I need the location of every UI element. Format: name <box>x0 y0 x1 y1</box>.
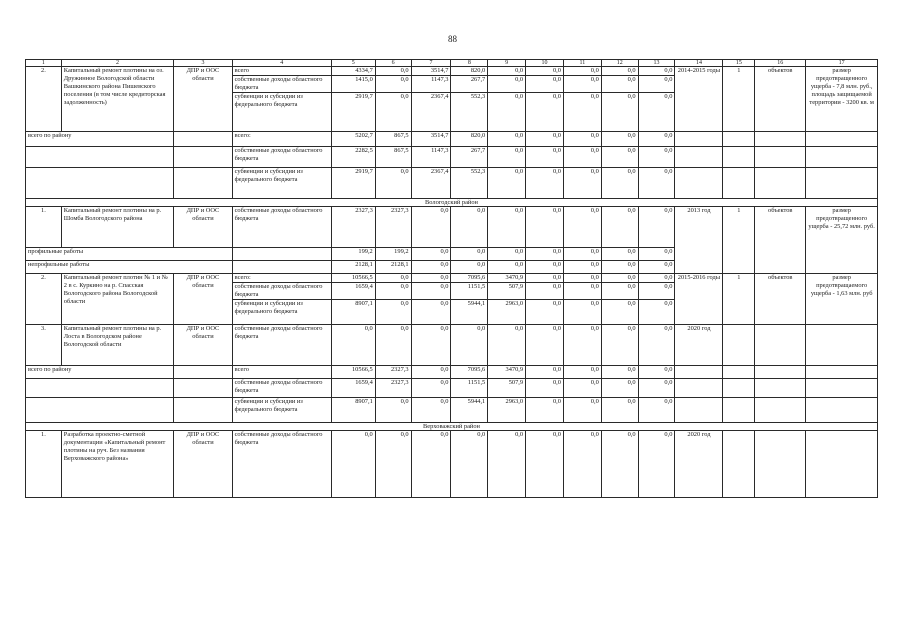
item-count: 1 <box>723 67 755 132</box>
value-cell: 0,0 <box>451 325 488 366</box>
value-cell: 4334,7 <box>331 67 375 76</box>
value-cell: 0,0 <box>601 300 638 325</box>
value-cell: 0,0 <box>601 325 638 366</box>
table-row <box>26 132 878 147</box>
value-cell: 267,7 <box>451 76 488 93</box>
value-cell: 0,0 <box>601 283 638 300</box>
value-cell: 0,0 <box>375 168 411 199</box>
item-name: Капитальный ремонт плотин № 1 и № 2 в с. Куркино на р. Спасская Вологодского района Вологодской области <box>61 274 174 325</box>
value-cell: 0,0 <box>411 207 451 248</box>
value-cell: 0,0 <box>638 248 675 261</box>
value-cell: 0,0 <box>411 431 451 498</box>
value-cell: 2919,7 <box>331 93 375 132</box>
item-count: 1 <box>723 207 755 274</box>
column-number: 8 <box>451 60 488 67</box>
value-cell: 0,0 <box>563 93 601 132</box>
table-row <box>26 398 878 423</box>
value-cell: 0,0 <box>601 132 638 147</box>
funding-source: собственные доходы областного бюджета <box>232 147 331 168</box>
value-cell: 0,0 <box>638 261 675 274</box>
value-cell: 0,0 <box>563 366 601 379</box>
value-cell: 0,0 <box>488 431 526 498</box>
value-cell: 0,0 <box>526 168 564 199</box>
item-agency: ДПР и ООС области <box>174 67 232 132</box>
funding-source: субвенции и субсидии из федерального бюджета <box>232 93 331 132</box>
value-cell: 0,0 <box>601 379 638 398</box>
value-cell: 0,0 <box>563 261 601 274</box>
column-number: 9 <box>488 60 526 67</box>
section-title-vologda: Вологодский район <box>26 199 878 207</box>
value-cell: 0,0 <box>526 261 564 274</box>
value-cell: 0,0 <box>411 261 451 274</box>
value-cell: 0,0 <box>488 168 526 199</box>
value-cell: 0,0 <box>411 379 451 398</box>
value-cell: 0,0 <box>563 379 601 398</box>
value-cell: 0,0 <box>638 132 675 147</box>
value-cell: 0,0 <box>526 67 564 76</box>
item-name: Капитальный ремонт плотины на оз. Дружинное Вологодской области Вашкинского района Пишевского поселения (в том числе кредиторская задолженность) <box>61 67 174 132</box>
item-count: 1 <box>723 274 755 325</box>
item-period: 2015-2016 годы <box>675 274 723 325</box>
item-unit: объектов <box>755 207 806 274</box>
value-cell: 8907,1 <box>331 398 375 423</box>
value-cell: 0,0 <box>331 431 375 498</box>
table-row <box>26 207 878 248</box>
value-cell: 3470,9 <box>488 274 526 283</box>
value-cell: 0,0 <box>488 261 526 274</box>
value-cell: 0,0 <box>638 274 675 283</box>
value-cell: 0,0 <box>488 207 526 248</box>
item-result: размер предотвращаемого ущерба - 1,63 млн. руб <box>806 274 878 325</box>
column-number: 2 <box>61 60 174 67</box>
value-cell: 552,3 <box>451 168 488 199</box>
value-cell: 0,0 <box>411 300 451 325</box>
value-cell: 199,2 <box>375 248 411 261</box>
value-cell: 2919,7 <box>331 168 375 199</box>
table-row <box>26 168 878 199</box>
section-title-verkhovazhye: Верховажский район <box>26 423 878 431</box>
value-cell: 0,0 <box>563 283 601 300</box>
value-cell: 0,0 <box>601 168 638 199</box>
value-cell: 2367,4 <box>411 168 451 199</box>
item-agency: ДПР и ООС области <box>174 325 232 366</box>
column-number: 10 <box>526 60 564 67</box>
value-cell: 0,0 <box>375 76 411 93</box>
value-cell: 7095,6 <box>451 366 488 379</box>
value-cell: 8907,1 <box>331 300 375 325</box>
value-cell: 0,0 <box>638 379 675 398</box>
funding-source: субвенции и субсидии из федерального бюджета <box>232 300 331 325</box>
value-cell: 5944,1 <box>451 398 488 423</box>
column-number: 14 <box>675 60 723 67</box>
section-row <box>26 199 878 207</box>
value-cell: 0,0 <box>563 132 601 147</box>
value-cell: 10566,5 <box>331 366 375 379</box>
value-cell: 10566,5 <box>331 274 375 283</box>
page-number: 88 <box>448 34 457 44</box>
value-cell: 0,0 <box>375 93 411 132</box>
value-cell: 1659,4 <box>331 283 375 300</box>
item-number: 3. <box>26 325 62 366</box>
value-cell: 0,0 <box>638 207 675 248</box>
value-cell: 0,0 <box>488 93 526 132</box>
item-unit: объектов <box>755 67 806 132</box>
value-cell: 0,0 <box>375 67 411 76</box>
value-cell: 2282,5 <box>331 147 375 168</box>
value-cell: 0,0 <box>563 147 601 168</box>
value-cell: 0,0 <box>526 93 564 132</box>
value-cell: 0,0 <box>638 300 675 325</box>
value-cell: 0,0 <box>601 147 638 168</box>
value-cell: 0,0 <box>488 132 526 147</box>
value-cell: 0,0 <box>375 283 411 300</box>
value-cell: 0,0 <box>563 207 601 248</box>
value-cell: 552,3 <box>451 93 488 132</box>
value-cell: 2128,1 <box>375 261 411 274</box>
column-number: 3 <box>174 60 232 67</box>
district-total-label: всего по району <box>26 132 174 147</box>
value-cell: 0,0 <box>451 207 488 248</box>
value-cell: 0,0 <box>451 431 488 498</box>
value-cell: 1151,5 <box>451 283 488 300</box>
value-cell: 0,0 <box>488 248 526 261</box>
item-number: 1. <box>26 207 62 248</box>
value-cell: 0,0 <box>526 76 564 93</box>
column-number-row <box>26 60 878 67</box>
value-cell: 0,0 <box>601 93 638 132</box>
value-cell: 1659,4 <box>331 379 375 398</box>
value-cell: 2327,3 <box>331 207 375 248</box>
table-row <box>26 431 878 498</box>
table-row <box>26 379 878 398</box>
value-cell: 0,0 <box>638 147 675 168</box>
value-cell: 0,0 <box>638 366 675 379</box>
value-cell: 0,0 <box>526 147 564 168</box>
value-cell: 0,0 <box>375 325 411 366</box>
table-row <box>26 147 878 168</box>
funding-source: собственные доходы областного бюджета <box>232 283 331 300</box>
column-number: 13 <box>638 60 675 67</box>
table-row <box>26 325 878 366</box>
section-row <box>26 423 878 431</box>
funding-source: собственные доходы областного бюджета <box>232 76 331 93</box>
value-cell: 267,7 <box>451 147 488 168</box>
funding-source: субвенции и субсидии из федерального бюджета <box>232 398 331 423</box>
value-cell: 0,0 <box>638 325 675 366</box>
value-cell: 0,0 <box>638 431 675 498</box>
value-cell: 820,0 <box>451 132 488 147</box>
value-cell: 0,0 <box>638 168 675 199</box>
item-number: 1. <box>26 431 62 498</box>
value-cell: 199,2 <box>331 248 375 261</box>
item-agency: ДПР и ООС области <box>174 431 232 498</box>
value-cell: 0,0 <box>601 248 638 261</box>
value-cell: 0,0 <box>601 207 638 248</box>
value-cell: 0,0 <box>411 398 451 423</box>
column-number: 1 <box>26 60 62 67</box>
item-result: размер предотвращенного ущерба - 7,8 млн. руб., площадь защищаемой территории - 3200 кв. м <box>806 67 878 132</box>
value-cell: 0,0 <box>563 300 601 325</box>
value-cell: 2327,3 <box>375 379 411 398</box>
item-number: 2. <box>26 274 62 325</box>
table-row <box>26 366 878 379</box>
value-cell: 2327,3 <box>375 207 411 248</box>
value-cell: 0,0 <box>488 76 526 93</box>
value-cell: 0,0 <box>601 398 638 423</box>
value-cell: 507,9 <box>488 379 526 398</box>
funding-source: всего: <box>232 274 331 283</box>
value-cell: 0,0 <box>563 398 601 423</box>
column-number: 17 <box>806 60 878 67</box>
value-cell: 0,0 <box>638 93 675 132</box>
value-cell: 0,0 <box>375 398 411 423</box>
item-name: Капитальный ремонт плотины на р. Шомба Вологодского района <box>61 207 174 248</box>
value-cell: 0,0 <box>526 283 564 300</box>
value-cell: 0,0 <box>601 366 638 379</box>
column-number: 15 <box>723 60 755 67</box>
value-cell: 0,0 <box>411 325 451 366</box>
item-unit: объектов <box>755 274 806 325</box>
value-cell: 0,0 <box>526 431 564 498</box>
district-total-label: всего по району <box>26 366 174 379</box>
value-cell: 0,0 <box>411 366 451 379</box>
value-cell: 3470,9 <box>488 366 526 379</box>
item-period: 2014-2015 годы <box>675 67 723 132</box>
subrow-label: непрофильные работы <box>26 261 233 274</box>
value-cell: 5202,7 <box>331 132 375 147</box>
value-cell: 0,0 <box>601 67 638 76</box>
value-cell: 0,0 <box>563 248 601 261</box>
funding-source: всего: <box>232 132 331 147</box>
funding-source: собственные доходы областного бюджета <box>232 431 331 498</box>
value-cell: 0,0 <box>451 261 488 274</box>
value-cell: 867,5 <box>375 147 411 168</box>
column-number: 5 <box>331 60 375 67</box>
subrow-label: профильные работы <box>26 248 233 261</box>
item-agency: ДПР и ООС области <box>174 274 232 325</box>
item-period: 2020 год <box>675 431 723 498</box>
funding-source: субвенции и субсидии из федерального бюджета <box>232 168 331 199</box>
value-cell: 0,0 <box>563 431 601 498</box>
value-cell: 5944,1 <box>451 300 488 325</box>
value-cell: 0,0 <box>375 431 411 498</box>
item-name: Капитальный ремонт плотины на р. Лоста в Вологодском районе Вологодской области <box>61 325 174 366</box>
value-cell: 2327,3 <box>375 366 411 379</box>
value-cell: 0,0 <box>638 398 675 423</box>
value-cell: 1151,5 <box>451 379 488 398</box>
value-cell: 0,0 <box>488 147 526 168</box>
funding-source: собственные доходы областного бюджета <box>232 325 331 366</box>
value-cell: 0,0 <box>411 274 451 283</box>
item-period: 2013 год <box>675 207 723 274</box>
value-cell: 0,0 <box>375 300 411 325</box>
value-cell: 0,0 <box>488 325 526 366</box>
column-number: 6 <box>375 60 411 67</box>
value-cell: 0,0 <box>331 325 375 366</box>
value-cell: 0,0 <box>638 283 675 300</box>
value-cell: 3514,7 <box>411 132 451 147</box>
value-cell: 0,0 <box>526 132 564 147</box>
value-cell: 0,0 <box>601 76 638 93</box>
column-number: 4 <box>232 60 331 67</box>
table-row <box>26 67 878 76</box>
value-cell: 0,0 <box>375 274 411 283</box>
value-cell: 0,0 <box>526 366 564 379</box>
value-cell: 0,0 <box>526 300 564 325</box>
item-number: 2. <box>26 67 62 132</box>
value-cell: 1147,3 <box>411 147 451 168</box>
value-cell: 0,0 <box>601 431 638 498</box>
value-cell: 0,0 <box>601 274 638 283</box>
value-cell: 0,0 <box>526 207 564 248</box>
value-cell: 0,0 <box>563 76 601 93</box>
value-cell: 0,0 <box>526 325 564 366</box>
value-cell: 0,0 <box>526 248 564 261</box>
value-cell: 507,9 <box>488 283 526 300</box>
funding-source: собственные доходы областного бюджета <box>232 207 331 248</box>
value-cell: 2367,4 <box>411 93 451 132</box>
funding-source: собственные доходы областного бюджета <box>232 379 331 398</box>
value-cell: 3514,7 <box>411 67 451 76</box>
value-cell: 0,0 <box>563 67 601 76</box>
value-cell: 820,0 <box>451 67 488 76</box>
value-cell: 0,0 <box>526 274 564 283</box>
funding-source: всего <box>232 366 331 379</box>
value-cell: 1147,3 <box>411 76 451 93</box>
value-cell: 2963,0 <box>488 398 526 423</box>
value-cell: 0,0 <box>488 67 526 76</box>
value-cell: 0,0 <box>526 398 564 423</box>
value-cell: 7095,6 <box>451 274 488 283</box>
value-cell: 0,0 <box>638 67 675 76</box>
value-cell: 0,0 <box>563 274 601 283</box>
value-cell: 2963,0 <box>488 300 526 325</box>
item-name: Разработка проектно-сметной документации «Капитальный ремонт плотины на руч. Без названия Верховажского района» <box>61 431 174 498</box>
funding-source: всего <box>232 67 331 76</box>
value-cell: 0,0 <box>411 248 451 261</box>
column-number: 7 <box>411 60 451 67</box>
item-agency: ДПР и ООС области <box>174 207 232 248</box>
item-period: 2020 год <box>675 325 723 366</box>
value-cell: 0,0 <box>638 76 675 93</box>
value-cell: 2128,1 <box>331 261 375 274</box>
column-number: 11 <box>563 60 601 67</box>
value-cell: 1415,0 <box>331 76 375 93</box>
value-cell: 0,0 <box>563 325 601 366</box>
value-cell: 0,0 <box>411 283 451 300</box>
item-result: размер предотвращенного ущерба - 25,72 млн. руб. <box>806 207 878 274</box>
value-cell: 0,0 <box>601 261 638 274</box>
column-number: 16 <box>755 60 806 67</box>
column-number: 12 <box>601 60 638 67</box>
table-row <box>26 274 878 283</box>
budget-table <box>25 59 878 498</box>
value-cell: 0,0 <box>526 379 564 398</box>
value-cell: 0,0 <box>563 168 601 199</box>
value-cell: 867,5 <box>375 132 411 147</box>
value-cell: 0,0 <box>451 248 488 261</box>
